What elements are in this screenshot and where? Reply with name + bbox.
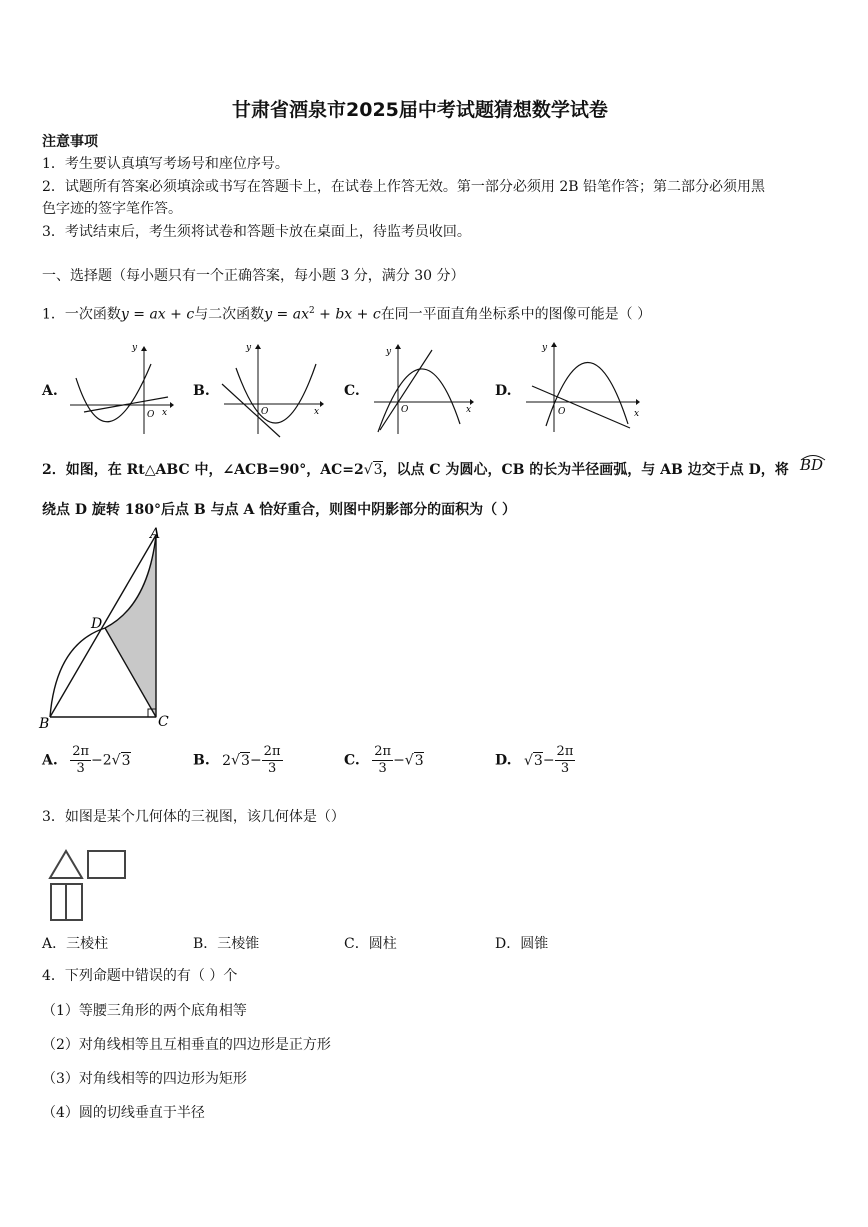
q1-option-c-label: C. xyxy=(344,383,360,399)
q3-option-d: D．圆锥 xyxy=(495,936,549,952)
q1-graph-d xyxy=(520,336,648,436)
q4-item-1: （1）等腰三角形的两个底角相等 xyxy=(42,1003,247,1019)
q1-suffix: 在同一平面直角坐标系中的图像可能是（ ） xyxy=(380,306,652,323)
q2-arc-bd xyxy=(800,456,823,474)
question-3: 3．如图是某个几何体的三视图，该几何体是（） xyxy=(42,809,345,825)
q1-graph-c xyxy=(370,340,482,438)
q3-option-a: A．三棱柱 xyxy=(42,936,109,952)
notice-heading: 注意事项 xyxy=(42,134,98,150)
q1-quadratic-c: + bx + c xyxy=(314,306,381,323)
q2d-den: 3 xyxy=(560,761,570,776)
q2-text-c: ，以点 C 为圆心，CB 的长为半径画弧，与 AB 边交于点 D，将 xyxy=(382,462,789,478)
q2-point-a: A xyxy=(150,526,161,542)
q2-sqrt-3: 3 xyxy=(373,462,383,478)
q2d-rad: 3 xyxy=(533,752,543,769)
q1-graph-a xyxy=(66,342,176,437)
question-4: 4．下列命题中错误的有（ ）个 xyxy=(42,968,238,984)
q2-point-c: C xyxy=(158,714,169,730)
q2d-num: 2π xyxy=(556,744,574,759)
q4-item-3: （3）对角线相等的四边形为矩形 xyxy=(42,1071,247,1087)
q3-option-b: B．三棱锥 xyxy=(193,936,260,952)
q1-quadratic-exp: 2 xyxy=(308,306,315,316)
q2b-rad: 3 xyxy=(241,752,250,769)
q2b-minus: − xyxy=(249,752,262,769)
q1-option-d-label: D. xyxy=(495,383,512,399)
notice-item-3: 3．考试结束后，考生须将试卷和答题卡放在桌面上，待监考员收回。 xyxy=(42,224,471,240)
q1d-x-label: x xyxy=(634,409,640,419)
q2c-den: 3 xyxy=(378,761,387,776)
q2c-num: 2π xyxy=(374,744,392,759)
q2d-minus: − xyxy=(542,752,555,769)
q2a-den: 3 xyxy=(76,761,85,776)
q1b-y-label: y xyxy=(246,343,252,353)
arc-mark-icon xyxy=(800,453,826,461)
q1-option-b-label: B. xyxy=(193,383,210,399)
q2-option-a: A. $\frac{2\pi}{3}$ −2√3 xyxy=(42,744,131,776)
q1-linear-formula: y = ax + c xyxy=(120,306,195,323)
q2-option-c-label: C. xyxy=(344,752,360,769)
question-2-line-2: 绕点 D 旋转 180°后点 B 与点 A 恰好重合，则图中阴影部分的面积为（ ） xyxy=(42,502,517,518)
notice-item-2-cont: 色字迹的签字笔作答。 xyxy=(42,201,182,217)
q2b-num: 2π xyxy=(263,744,281,759)
notice-item-1: 1．考生要认真填写考场号和座位序号。 xyxy=(42,156,289,172)
q2-option-b-label: B. xyxy=(193,752,210,769)
q2-point-d: D xyxy=(91,616,103,632)
q1c-origin: O xyxy=(401,405,409,415)
q1-prefix: 1．一次函数 xyxy=(42,306,121,323)
q2c-rad: 3 xyxy=(414,752,424,769)
q2-point-b: B xyxy=(39,716,50,732)
q1a-origin: O xyxy=(147,410,155,420)
q1b-x-label: x xyxy=(314,407,320,417)
q2-option-b: B. 2√3− $\frac{2\pi}{3}$ xyxy=(193,744,281,776)
q1a-x-label: x xyxy=(162,408,168,418)
q1d-origin: O xyxy=(558,407,566,417)
section-heading: 一、选择题（每小题只有一个正确答案，每小题 3 分，满分 30 分） xyxy=(42,268,465,284)
q2-option-d: D. √3− $\frac{2\pi}{3}$ xyxy=(495,744,574,776)
q1d-y-label: y xyxy=(542,343,548,353)
q1b-origin: O xyxy=(261,407,269,417)
page-title: 甘肃省酒泉市2025届中考试题猜想数学试卷 xyxy=(232,99,608,121)
q3-option-c: C．圆柱 xyxy=(344,936,397,952)
q2-arc-label: BD xyxy=(800,456,824,474)
q2-option-a-label: A. xyxy=(42,752,58,769)
q1-mid: 与二次函数 xyxy=(194,306,265,323)
q1-option-a-label: A. xyxy=(42,383,58,399)
q1c-x-label: x xyxy=(466,405,472,415)
question-2-line-1: 2．如图，在 Rt△ABC 中，∠ACB=90°，AC=2√3，以点 C 为圆心，CB 的长为半径画弧，与 AB 边交于点 D，将 xyxy=(42,462,789,478)
q2-option-c: C. $\frac{2\pi}{3}$ −√3 xyxy=(344,744,424,776)
q2b-pre: 2 xyxy=(222,752,232,769)
q2b-den: 3 xyxy=(267,761,277,776)
q2a-num: 2π xyxy=(72,744,90,759)
q3-three-views-figure xyxy=(46,846,130,924)
q1a-y-label: y xyxy=(132,343,138,353)
q2a-rad: 3 xyxy=(121,752,131,769)
q1c-y-label: y xyxy=(386,347,392,357)
q2c-rest: − xyxy=(393,752,405,769)
q2-option-d-label: D. xyxy=(495,752,512,769)
q4-item-4: （4）圆的切线垂直于半径 xyxy=(42,1105,205,1121)
q4-item-2: （2）对角线相等且互相垂直的四边形是正方形 xyxy=(42,1037,331,1053)
q2-text-a: 2．如图，在 Rt△ABC 中，∠ACB=90°，AC=2 xyxy=(42,462,364,478)
question-1 xyxy=(42,301,651,325)
q2a-rest: −2 xyxy=(91,752,112,769)
q1-quadratic-a: y = ax xyxy=(264,306,309,323)
q2-triangle-figure xyxy=(36,526,176,732)
q1-graph-b xyxy=(218,340,330,438)
notice-item-2: 2．试题所有答案必须填涂或书写在答题卡上，在试卷上作答无效。第一部分必须用 2B 铅笔作答；第二部分必须用黑 xyxy=(42,179,765,195)
